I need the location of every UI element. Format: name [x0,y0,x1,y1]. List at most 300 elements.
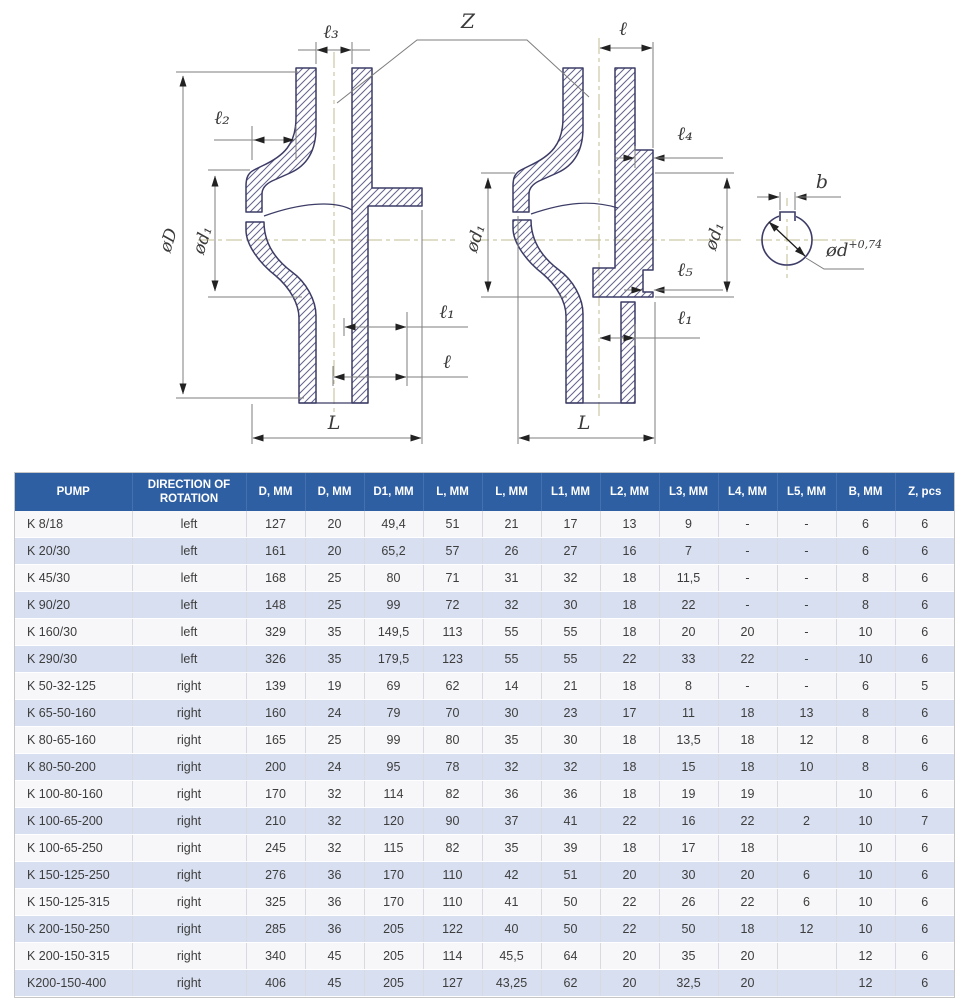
table-cell: K 80-50-200 [15,754,132,781]
table-cell: 205 [364,943,423,970]
table-cell: 205 [364,916,423,943]
dim-label-phid-tolerance: $ød^{+0,74}$ [826,238,883,261]
table-cell: right [132,889,246,916]
table-row [15,970,954,997]
table-cell: 17 [659,835,718,862]
table-cell: 6 [895,943,954,970]
table-cell: 30 [659,862,718,889]
column-header: L, MM [482,473,541,511]
table-cell: 406 [246,970,305,997]
table-cell: 22 [600,889,659,916]
table-cell: 10 [836,889,895,916]
table-cell: 95 [364,754,423,781]
table-cell: 13 [777,700,836,727]
table-cell: 127 [423,970,482,997]
table-cell: 20 [718,970,777,997]
table-cell [777,835,836,862]
dim-label-l4: ℓ₄ [677,123,693,145]
column-header: D, MM [305,473,364,511]
table-cell: 149,5 [364,619,423,646]
table-cell: 21 [541,673,600,700]
table-cell: 18 [718,754,777,781]
table-cell: 13 [600,511,659,538]
table-cell: K 100-80-160 [15,781,132,808]
table-cell: 20 [600,970,659,997]
table-cell: right [132,916,246,943]
table-cell: 24 [305,700,364,727]
column-header: L4, MM [718,473,777,511]
table-cell: K 45/30 [15,565,132,592]
table-cell: 12 [836,970,895,997]
table-cell: 20 [718,943,777,970]
table-cell: K 8/18 [15,511,132,538]
table-cell: 6 [895,592,954,619]
table-cell: 37 [482,808,541,835]
table-row [15,754,954,781]
table-row [15,592,954,619]
table-cell: 11 [659,700,718,727]
table-cell: right [132,754,246,781]
table-cell: 6 [777,862,836,889]
table-row [15,943,954,970]
table-cell: 115 [364,835,423,862]
table-row [15,781,954,808]
table-cell: 20 [600,943,659,970]
table-cell: 62 [423,673,482,700]
table-cell: 24 [305,754,364,781]
table-cell: 32,5 [659,970,718,997]
table-cell: 16 [600,538,659,565]
table-cell: 18 [718,835,777,862]
table-cell: 6 [895,970,954,997]
table-cell: 170 [246,781,305,808]
table-cell: 285 [246,916,305,943]
table-cell: 22 [600,646,659,673]
table-cell: 32 [305,808,364,835]
table-cell: K 100-65-200 [15,808,132,835]
table-cell: 45,5 [482,943,541,970]
table-cell: 6 [895,781,954,808]
table-cell: 51 [423,511,482,538]
column-header: L5, MM [777,473,836,511]
table-row [15,835,954,862]
table-cell: 148 [246,592,305,619]
table-cell: 122 [423,916,482,943]
table-cell: 35 [305,619,364,646]
table-cell: 123 [423,646,482,673]
dim-label-l1-left-view: ℓ₁ [439,301,455,323]
table-cell: 114 [364,781,423,808]
table-cell: right [132,727,246,754]
table-cell: 7 [895,808,954,835]
dim-label-l-left-view: ℓ [443,351,451,373]
table-cell: 6 [895,565,954,592]
table-row [15,673,954,700]
table-cell: K 200-150-250 [15,916,132,943]
table-cell: - [718,511,777,538]
table-cell: 39 [541,835,600,862]
table-cell: 35 [482,835,541,862]
table-cell: - [777,592,836,619]
table-cell: 10 [836,646,895,673]
table-cell: 57 [423,538,482,565]
table-cell: 8 [836,700,895,727]
pump-spec-table [15,473,954,997]
table-cell [777,970,836,997]
z-callout [337,40,589,103]
column-header: DIRECTION OF ROTATION [132,473,246,511]
dim-label-phid1-rv-left: ød₁ [462,221,490,255]
table-cell: 55 [482,646,541,673]
table-cell: 340 [246,943,305,970]
table-cell: 10 [836,862,895,889]
table-cell: 6 [895,727,954,754]
dim-label-l5: ℓ₅ [677,259,693,281]
table-cell: 42 [482,862,541,889]
table-cell: right [132,835,246,862]
table-cell: 200 [246,754,305,781]
table-cell: 20 [659,619,718,646]
dim-label-b: b [815,171,829,193]
column-header: L3, MM [659,473,718,511]
table-cell: 14 [482,673,541,700]
table-cell: 18 [600,835,659,862]
table-cell: 80 [423,727,482,754]
table-cell: 80 [364,565,423,592]
table-cell: 36 [305,862,364,889]
table-cell: 31 [482,565,541,592]
table-cell: 30 [541,592,600,619]
table-row [15,565,954,592]
table-cell: 40 [482,916,541,943]
table-cell: 32 [482,592,541,619]
table-cell: 15 [659,754,718,781]
table-cell: 6 [895,835,954,862]
table-cell: 19 [305,673,364,700]
table-cell: K 80-65-160 [15,727,132,754]
table-cell: - [777,511,836,538]
dim-label-phid1-rv-right: ød₁ [701,219,729,253]
right-view-front-shroud-upper [513,68,583,212]
table-cell: 99 [364,727,423,754]
table-cell: K 65-50-160 [15,700,132,727]
table-cell [777,781,836,808]
right-view-back-disk [593,68,653,297]
table-cell: 32 [482,754,541,781]
table-cell: 10 [836,619,895,646]
table-cell: 6 [836,511,895,538]
table-cell: 41 [541,808,600,835]
table-cell: 23 [541,700,600,727]
table-cell: 205 [364,970,423,997]
table-cell: 50 [659,916,718,943]
table-cell: 69 [364,673,423,700]
table-cell: 12 [777,916,836,943]
table-cell: 22 [718,889,777,916]
pump-spec-table-wrap [14,472,955,998]
table-cell: 33 [659,646,718,673]
table-cell: 64 [541,943,600,970]
table-cell: 6 [895,511,954,538]
table-cell: K 200-150-315 [15,943,132,970]
dim-label-L-left-view: L [327,412,341,434]
table-cell: 120 [364,808,423,835]
table-cell: 32 [305,835,364,862]
table-cell: 55 [482,619,541,646]
table-cell: 32 [541,754,600,781]
table-cell: 65,2 [364,538,423,565]
table-cell: 6 [895,754,954,781]
table-cell: - [777,565,836,592]
table-cell: 26 [482,538,541,565]
table-cell: 110 [423,862,482,889]
table-cell: 8 [836,592,895,619]
table-cell: 21 [482,511,541,538]
left-view-front-shroud-lower [246,222,316,403]
table-cell: 8 [836,727,895,754]
table-cell: 6 [777,889,836,916]
table-cell: 22 [600,916,659,943]
table-cell: 10 [836,781,895,808]
header-row [15,473,954,511]
table-cell: 8 [659,673,718,700]
table-cell: - [777,673,836,700]
table-cell: 2 [777,808,836,835]
table-cell: 30 [482,700,541,727]
table-cell: 179,5 [364,646,423,673]
table-cell: 35 [659,943,718,970]
table-cell: left [132,619,246,646]
column-header: L1, MM [541,473,600,511]
table-cell: - [777,538,836,565]
table-cell: 36 [305,889,364,916]
table-cell: left [132,646,246,673]
table-cell: right [132,700,246,727]
table-cell: 6 [895,916,954,943]
table-cell: 18 [600,727,659,754]
table-cell: - [718,538,777,565]
table-cell: 326 [246,646,305,673]
table-cell: 45 [305,970,364,997]
table-cell: 41 [482,889,541,916]
column-header: D, MM [246,473,305,511]
right-view-front-shroud-lower [513,220,583,403]
table-cell: left [132,565,246,592]
table-cell: - [718,565,777,592]
table-cell: 18 [600,781,659,808]
table-cell: K 50-32-125 [15,673,132,700]
table-cell: 22 [600,808,659,835]
table-cell: 20 [600,862,659,889]
table-cell: 18 [718,916,777,943]
table-cell: 51 [541,862,600,889]
table-cell: 170 [364,889,423,916]
table-cell: 22 [718,646,777,673]
table-cell: 49,4 [364,511,423,538]
table-cell: 50 [541,889,600,916]
table-cell: 113 [423,619,482,646]
table-row [15,511,954,538]
column-header: L, MM [423,473,482,511]
dim-label-l-right-view: ℓ [619,18,627,40]
table-cell: 10 [836,916,895,943]
table-cell: left [132,511,246,538]
impeller-technical-drawing [0,0,969,468]
table-cell: 99 [364,592,423,619]
table-cell: left [132,592,246,619]
table-cell: 13,5 [659,727,718,754]
table-cell: - [718,592,777,619]
table-cell: 161 [246,538,305,565]
table-cell: 62 [541,970,600,997]
table-cell: 18 [600,565,659,592]
table-cell: 8 [836,565,895,592]
right-view-hub-wall [621,302,635,403]
table-cell: left [132,538,246,565]
column-header: D1, MM [364,473,423,511]
table-cell: 36 [305,916,364,943]
table-cell: 6 [895,889,954,916]
table-row [15,808,954,835]
table-cell: 11,5 [659,565,718,592]
dim-label-z: Z [461,9,475,33]
table-cell: 6 [895,619,954,646]
table-cell: 16 [659,808,718,835]
table-cell: K 90/20 [15,592,132,619]
table-cell: 26 [659,889,718,916]
table-cell: K 150-125-315 [15,889,132,916]
table-cell: right [132,808,246,835]
table-cell: 45 [305,943,364,970]
pump-table-body [15,511,954,997]
table-cell: 12 [777,727,836,754]
table-row [15,862,954,889]
table-cell: 20 [718,862,777,889]
table-cell [777,943,836,970]
table-cell: 79 [364,700,423,727]
table-cell: 90 [423,808,482,835]
table-cell: 127 [246,511,305,538]
table-cell: 19 [659,781,718,808]
table-cell: 7 [659,538,718,565]
table-cell: 35 [482,727,541,754]
table-cell: 6 [836,673,895,700]
table-cell: 5 [895,673,954,700]
impeller-drawing-svg [0,0,969,468]
table-cell: 210 [246,808,305,835]
table-cell: 329 [246,619,305,646]
table-cell: 10 [836,835,895,862]
table-cell: 168 [246,565,305,592]
dim-label-l2: ℓ₂ [214,107,230,129]
left-view-dimensions [176,42,468,444]
column-header: PUMP [15,473,132,511]
table-cell: 36 [482,781,541,808]
table-cell: 35 [305,646,364,673]
table-cell: 32 [541,565,600,592]
right-view-section [513,68,653,403]
table-cell: 17 [600,700,659,727]
table-cell: 139 [246,673,305,700]
table-cell: - [777,646,836,673]
table-cell: 30 [541,727,600,754]
table-cell: 32 [305,781,364,808]
table-cell: 6 [836,538,895,565]
dim-label-phid1-left-view: ød₁ [189,223,217,257]
table-cell: 25 [305,565,364,592]
table-cell: 18 [600,592,659,619]
table-cell: 82 [423,781,482,808]
column-header: Z, pcs [895,473,954,511]
table-row [15,916,954,943]
table-cell: right [132,673,246,700]
table-cell: K 160/30 [15,619,132,646]
table-cell: 160 [246,700,305,727]
table-cell: 78 [423,754,482,781]
table-cell: 22 [718,808,777,835]
table-cell: K 150-125-250 [15,862,132,889]
dim-label-L-right-view: L [577,412,591,434]
table-cell: 12 [836,943,895,970]
table-cell: 325 [246,889,305,916]
left-view-back-disk [352,68,422,403]
column-header: L2, MM [600,473,659,511]
table-cell: 114 [423,943,482,970]
table-cell: 276 [246,862,305,889]
table-cell: 25 [305,592,364,619]
table-cell: 36 [541,781,600,808]
table-row [15,619,954,646]
table-cell: 70 [423,700,482,727]
table-cell: K 100-65-250 [15,835,132,862]
table-row [15,889,954,916]
table-cell: 20 [718,619,777,646]
table-cell: 71 [423,565,482,592]
table-cell: 18 [600,673,659,700]
table-row [15,727,954,754]
table-cell: 18 [600,619,659,646]
table-cell: 22 [659,592,718,619]
table-cell: 245 [246,835,305,862]
table-cell: 10 [777,754,836,781]
table-cell: 18 [718,700,777,727]
table-cell: 110 [423,889,482,916]
table-cell: 25 [305,727,364,754]
table-cell: 43,25 [482,970,541,997]
dim-label-l3: ℓ₃ [323,21,339,43]
table-cell: 10 [836,808,895,835]
table-cell: right [132,970,246,997]
table-cell: 6 [895,646,954,673]
table-cell: 20 [305,511,364,538]
table-cell: K 20/30 [15,538,132,565]
table-cell: 55 [541,646,600,673]
table-cell: 20 [305,538,364,565]
table-cell: 27 [541,538,600,565]
table-cell: K 290/30 [15,646,132,673]
table-cell: 55 [541,619,600,646]
table-cell: - [718,673,777,700]
table-row [15,700,954,727]
table-row [15,538,954,565]
table-cell: 50 [541,916,600,943]
table-cell: 18 [600,754,659,781]
table-cell: 8 [836,754,895,781]
table-cell: 6 [895,700,954,727]
table-cell: 17 [541,511,600,538]
table-cell: 82 [423,835,482,862]
table-cell: 9 [659,511,718,538]
